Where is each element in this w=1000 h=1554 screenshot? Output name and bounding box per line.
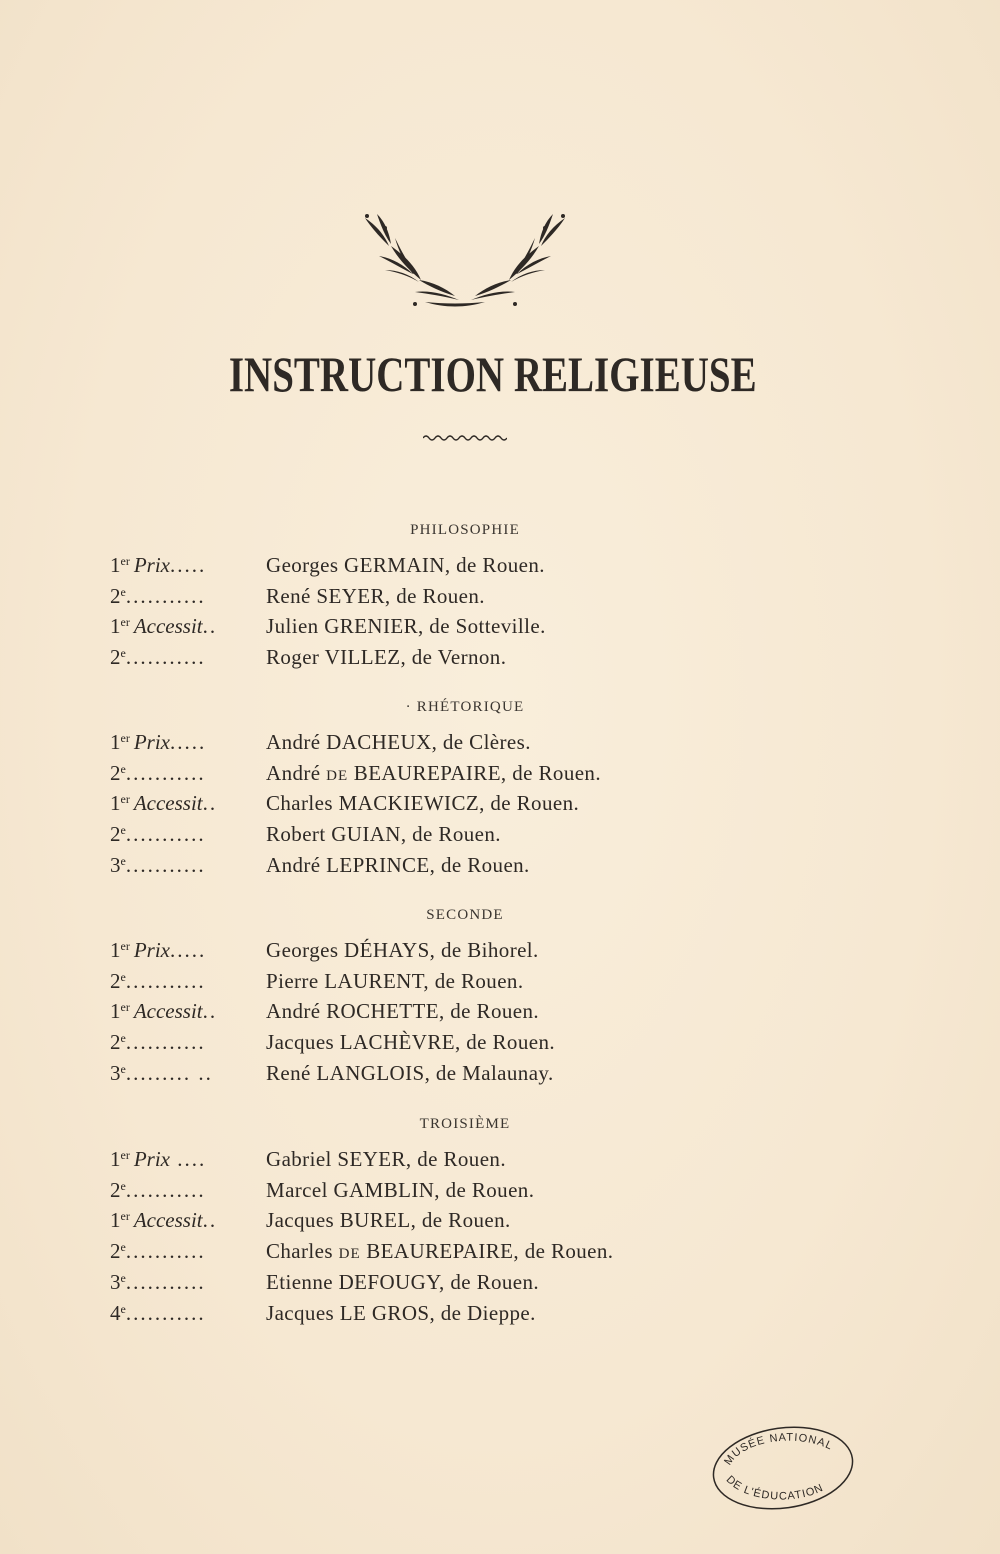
- rank-number: 2: [110, 968, 121, 993]
- page-title: INSTRUCTION RELIGIEUSE: [228, 346, 757, 402]
- student-name: Gabriel SEYER, de Rouen.: [266, 1147, 506, 1171]
- leader-dots: .....: [169, 938, 207, 962]
- rank-suffix: e: [120, 1061, 126, 1076]
- prize-type: Prix: [133, 553, 170, 577]
- svg-text:MUSÉE NATIONAL: [722, 1432, 835, 1468]
- leader-dots: .....: [169, 553, 207, 577]
- rank-suffix: e: [120, 823, 126, 838]
- student-name: André DACHEUX, de Clères.: [266, 730, 531, 754]
- rank-suffix: e: [120, 853, 126, 868]
- particle: DE: [326, 767, 349, 784]
- rank-number: 2: [110, 1239, 121, 1264]
- museum-stamp: [708, 1418, 858, 1518]
- rank-suffix: er: [120, 1000, 130, 1015]
- student-name: Pierre LAURENT, de Rouen.: [266, 968, 524, 993]
- rank-number: 1: [110, 553, 121, 577]
- section-heading: PHILOSOPHIE: [410, 522, 520, 538]
- student-name: René LANGLOIS, de Malaunay.: [266, 1060, 554, 1085]
- prize-type: Prix: [133, 938, 170, 962]
- student-surname: BEAUREPAIRE, de Rouen.: [360, 1239, 614, 1264]
- student-first-name: Charles: [266, 1239, 339, 1264]
- svg-text:DE L'ÉDUCATION: [724, 1474, 826, 1503]
- prize-rank: [110, 761, 258, 786]
- rank-suffix: er: [120, 615, 130, 630]
- prize-rank: [110, 645, 258, 670]
- rank-number: 2: [110, 760, 121, 785]
- rank-suffix: e: [120, 584, 126, 599]
- leader-dots: ...........: [125, 760, 206, 785]
- rank-number: 2: [110, 583, 121, 608]
- prize-rank: [110, 730, 258, 755]
- leader-dots: ...........: [125, 645, 206, 670]
- rank-suffix: er: [120, 939, 130, 953]
- rank-number: 2: [110, 1177, 121, 1202]
- rank-suffix: er: [120, 792, 130, 807]
- student-name: Robert GUIAN, de Rouen.: [266, 822, 501, 847]
- leader-dots: ...........: [125, 1030, 206, 1055]
- prize-rank: [110, 553, 258, 578]
- student-name: Georges DÉHAYS, de Bihorel.: [266, 938, 539, 962]
- leader-dots: ...........: [125, 1269, 206, 1294]
- rank-suffix: e: [120, 1178, 126, 1193]
- student-name: [266, 761, 601, 786]
- rank-suffix: e: [120, 969, 126, 984]
- prize-rank: [110, 584, 258, 609]
- leader-dots: ...........: [125, 1239, 206, 1264]
- prize-rank: [110, 969, 258, 994]
- rank-suffix: e: [120, 1270, 126, 1285]
- rank-number: 2: [110, 645, 121, 670]
- leader-dots: ..: [202, 1208, 218, 1233]
- rank-number: 3: [110, 1269, 121, 1294]
- prize-rank: [110, 791, 258, 816]
- rank-suffix: er: [120, 1209, 130, 1224]
- prize-type: Prix: [133, 730, 170, 754]
- rank-number: 2: [110, 1030, 121, 1055]
- section-heading: TROISIÈME: [419, 1116, 511, 1132]
- prize-rank: [110, 999, 258, 1024]
- rank-suffix: er: [120, 1148, 130, 1162]
- prize-rank: [110, 853, 258, 878]
- prize-rank: [110, 1030, 258, 1055]
- prize-rank: [110, 1208, 258, 1233]
- leader-dots: ..: [202, 791, 218, 816]
- prize-rank: [110, 614, 258, 639]
- student-name: Julien GRENIER, de Sotteville.: [266, 614, 546, 639]
- rank-number: 3: [110, 1060, 121, 1085]
- prize-rank: [110, 1239, 258, 1264]
- prize-rank: [110, 1061, 258, 1086]
- student-name: [266, 1239, 613, 1264]
- leader-dots: ...........: [125, 852, 206, 877]
- section-heading: SECONDE: [426, 907, 504, 923]
- rank-suffix: er: [120, 731, 130, 745]
- student-first-name: André: [266, 760, 327, 785]
- rank-number: 3: [110, 852, 121, 877]
- rank-number: 2: [110, 822, 121, 847]
- rank-number: 1: [110, 614, 121, 639]
- rank-suffix: e: [120, 1301, 126, 1316]
- student-name: André LEPRINCE, de Rouen.: [266, 852, 530, 877]
- rank-number: 1: [110, 1147, 121, 1171]
- leader-dots: ......... ..: [125, 1060, 213, 1085]
- student-name: André ROCHETTE, de Rouen.: [266, 999, 540, 1024]
- student-name: Jacques LACHÈVRE, de Rouen.: [266, 1030, 555, 1055]
- student-name: Charles MACKIEWICZ, de Rouen.: [266, 791, 580, 816]
- prize-rank: [110, 822, 258, 847]
- section-heading: · RHÉTORIQUE: [405, 699, 525, 715]
- stamp-top-text: MUSÉE NATIONAL: [722, 1431, 835, 1468]
- decorative-rule-icon: [423, 432, 507, 442]
- prize-rank: [110, 1147, 258, 1172]
- laurel-branch-icon: [355, 208, 575, 313]
- prize-type: Accessit: [133, 791, 203, 816]
- leader-dots: ..: [202, 999, 218, 1024]
- leader-dots: ....: [169, 1147, 207, 1171]
- rank-number: 1: [110, 938, 121, 962]
- student-name: René SEYER, de Rouen.: [266, 583, 485, 608]
- prize-rank: [110, 1178, 258, 1203]
- particle: DE: [338, 1246, 361, 1263]
- student-name: Jacques LE GROS, de Dieppe.: [266, 1300, 536, 1325]
- student-name: Etienne DEFOUGY, de Rouen.: [266, 1269, 540, 1294]
- student-name: Roger VILLEZ, de Vernon.: [266, 645, 507, 670]
- student-name: Marcel GAMBLIN, de Rouen.: [266, 1177, 535, 1202]
- student-surname: BEAUREPAIRE, de Rouen.: [348, 760, 601, 785]
- rank-number: 1: [110, 1208, 121, 1233]
- rank-number: 4: [110, 1300, 121, 1325]
- prize-type: Accessit: [133, 1208, 203, 1233]
- student-name: Jacques BUREL, de Rouen.: [266, 1208, 511, 1233]
- rank-suffix: e: [120, 1031, 126, 1046]
- rank-number: 1: [110, 791, 121, 816]
- prize-type: Prix: [133, 1147, 170, 1171]
- prize-type: Accessit: [133, 614, 203, 639]
- leader-dots: ...........: [125, 583, 206, 608]
- rank-suffix: er: [120, 554, 130, 568]
- rank-suffix: e: [120, 1240, 126, 1255]
- student-name: Georges GERMAIN, de Rouen.: [266, 553, 545, 577]
- prize-rank: [110, 938, 258, 963]
- rank-number: 1: [110, 730, 121, 754]
- rank-number: 1: [110, 999, 121, 1024]
- prize-type: Accessit: [133, 999, 203, 1024]
- rank-suffix: e: [120, 761, 126, 776]
- leader-dots: ...........: [125, 968, 206, 993]
- prize-rank: [110, 1270, 258, 1295]
- leader-dots: ...........: [125, 822, 206, 847]
- leader-dots: ..: [202, 614, 218, 639]
- rank-suffix: e: [120, 646, 126, 661]
- prize-rank: [110, 1301, 258, 1326]
- leader-dots: ...........: [125, 1177, 206, 1202]
- stamp-bottom-text: DE L'ÉDUCATION: [723, 1473, 826, 1503]
- leader-dots: .....: [169, 730, 207, 754]
- leader-dots: ...........: [125, 1300, 206, 1325]
